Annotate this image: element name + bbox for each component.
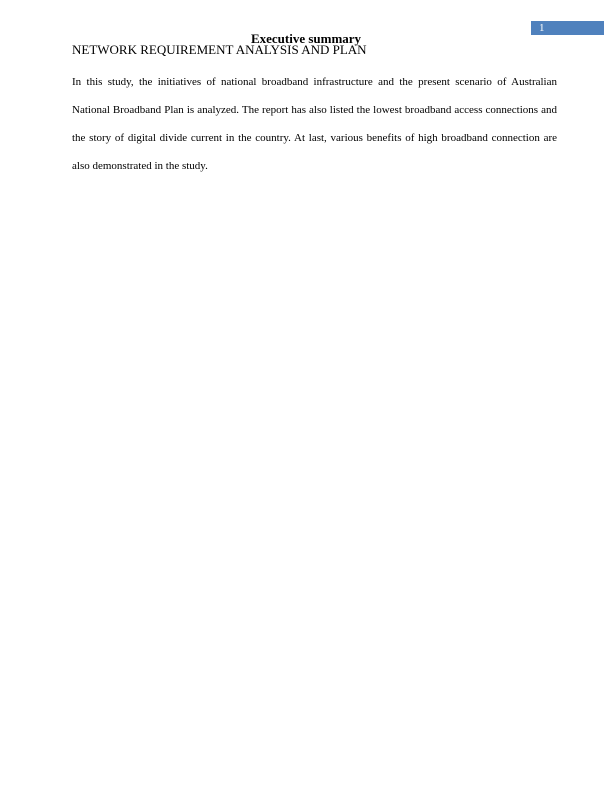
page-number: 1 xyxy=(539,22,545,34)
running-header-title: NETWORK REQUIREMENT ANALYSIS AND PLAN xyxy=(72,42,367,57)
executive-summary-paragraph: In this study, the initiatives of national broadband infrastructure and the present scenario of Australian National Broadband Plan is analyzed. The report has also listed the lowest broadband access connections and the story of digital divide current in the country. At last, various benefits of high broadband connection are also demonstrated in the study. xyxy=(72,76,557,172)
section-heading: Executive summary xyxy=(250,31,362,46)
